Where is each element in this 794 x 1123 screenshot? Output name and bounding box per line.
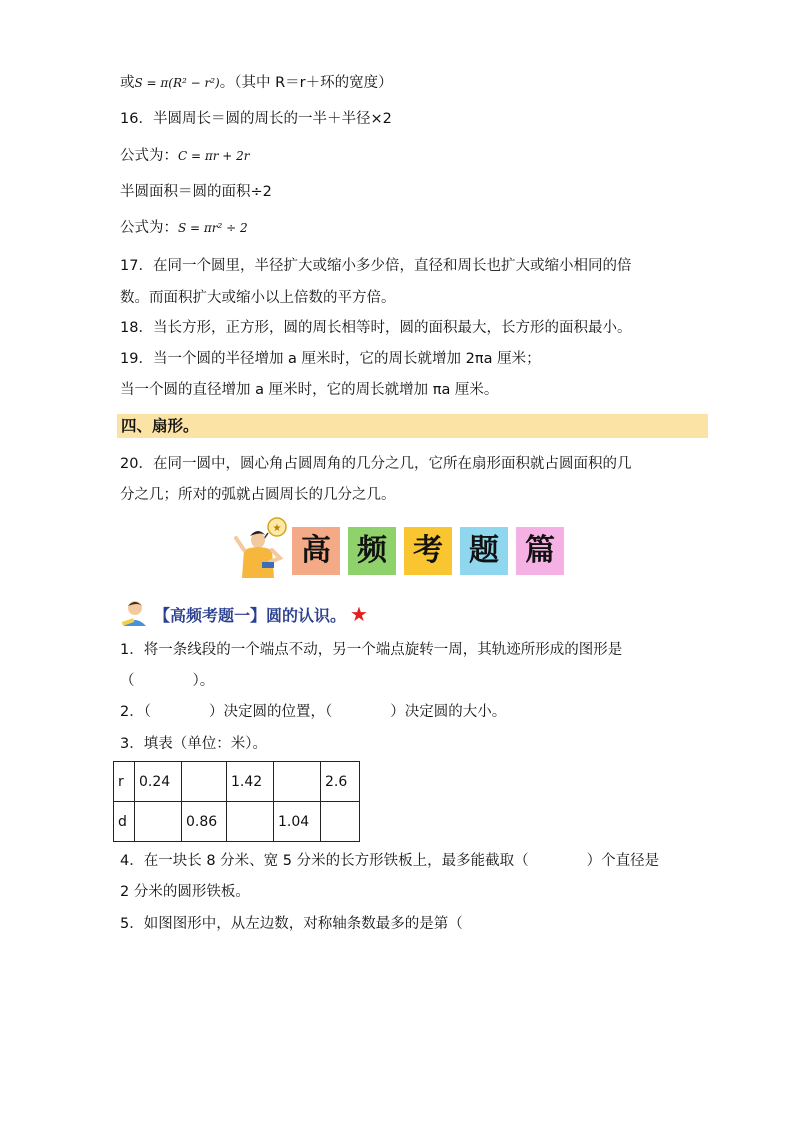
question-4-line2: 2 分米的圆形铁板。 [120, 884, 250, 900]
question-1-line1: 1．将一条线段的一个端点不动，另一个端点旋转一周，其轨迹所形成的图形是 [120, 642, 623, 658]
formula-line-c [120, 146, 250, 166]
item-17-line2: 数。而面积扩大或缩小以上倍数的平方倍。 [120, 290, 396, 306]
section-heading-sector: 四、扇形。 [117, 414, 708, 438]
item-19-line2: 当一个圆的直径增加 a 厘米时，它的周长就增加 πa 厘米。 [120, 382, 499, 398]
text: 公式为： [120, 148, 178, 164]
banner-tile: 频 [348, 527, 396, 575]
table-cell[interactable] [227, 802, 274, 842]
table-cell[interactable] [274, 762, 321, 802]
ring-area-formula-line [120, 73, 393, 93]
question-2: 2．（ ）决定圆的位置，（ ）决定圆的大小。 [120, 704, 507, 720]
table-cell: 1.42 [227, 762, 274, 802]
table-cell: 2.6 [321, 762, 360, 802]
question-5: 5．如图图形中，从左边数，对称轴条数最多的是第（ [120, 916, 463, 932]
banner-tile: 题 [460, 527, 508, 575]
banner-tile: 高 [292, 527, 340, 575]
formula: S = π(R² − r²) [134, 76, 220, 90]
item-16: 16．半圆周长＝圆的周长的一半＋半径×2 [120, 111, 392, 127]
item-20-line2: 分之几；所对的弧就占圆周长的几分之几。 [120, 487, 396, 503]
table-row [114, 762, 360, 802]
formula: C = πr + 2r [178, 149, 250, 163]
topic-title-text: 【高频考题一】圆的认识。 [154, 606, 347, 625]
svg-text:★: ★ [272, 523, 282, 534]
text: 公式为： [120, 220, 178, 236]
text: 。（其中 R＝r＋环的宽度） [219, 75, 393, 91]
item-19-line1: 19．当一个圆的半径增加 a 厘米时，它的周长就增加 2πa 厘米； [120, 351, 541, 367]
item-18: 18．当长方形，正方形，圆的周长相等时，圆的面积最大，长方形的面积最小。 [120, 320, 632, 336]
table-cell[interactable] [182, 762, 227, 802]
student-icon [120, 598, 150, 626]
topic-title [154, 602, 368, 626]
question-1-line2: （ ）。 [120, 673, 215, 689]
item-17-line1: 17．在同一个圆里，半径扩大或缩小多少倍，直径和周长也扩大或缩小相同的倍 [120, 258, 632, 274]
table-cell[interactable] [321, 802, 360, 842]
formula: S = πr² ÷ 2 [178, 221, 248, 235]
table-cell: 0.24 [135, 762, 182, 802]
banner-tile: 篇 [516, 527, 564, 575]
semicircle-area-line: 半圆面积＝圆的面积÷2 [120, 184, 272, 200]
table-cell: 0.86 [182, 802, 227, 842]
question-4-line1: 4．在一块长 8 分米、宽 5 分米的长方形铁板上，最多能截取（ ）个直径是 [120, 853, 660, 869]
formula-line-s [120, 218, 248, 238]
text: 或 [120, 75, 135, 91]
table-cell: d [114, 802, 135, 842]
item-20-line1: 20．在同一圆中，圆心角占圆周角的几分之几，它所在扇形面积就占圆面积的几 [120, 456, 632, 472]
table-row [114, 802, 360, 842]
table-cell: r [114, 762, 135, 802]
radius-diameter-table [113, 761, 360, 842]
teacher-illustration-icon [232, 516, 290, 578]
banner-tile: 考 [404, 527, 452, 575]
table-cell: 1.04 [274, 802, 321, 842]
star-icon: ★ [350, 602, 368, 626]
table-cell[interactable] [135, 802, 182, 842]
question-3: 3．填表（单位：米）。 [120, 736, 267, 752]
